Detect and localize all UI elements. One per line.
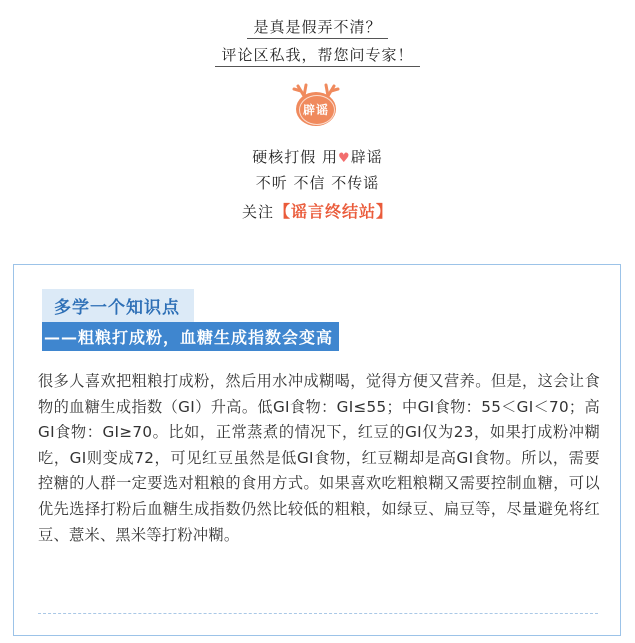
header-line-1-row (0, 16, 635, 39)
knowledge-card (13, 264, 621, 636)
header-line-2: 评论区私我，帮您问专家！ (215, 44, 419, 67)
badge-ring (299, 95, 335, 125)
antler-badge-icon (290, 80, 346, 130)
tagline-row-1 (0, 146, 635, 167)
header-line-1: 是真是假弄不清？ (247, 16, 387, 39)
follow-row (0, 199, 635, 222)
heart-icon: ♥ (338, 151, 351, 166)
brand-name[interactable]: 【谣言终结站】 (274, 202, 394, 221)
badge-label: 辟谣 (302, 102, 329, 117)
card-title: 多学一个知识点 (42, 289, 194, 322)
card-subtitle: ——粗粮打成粉，血糖生成指数会变高 (42, 322, 339, 351)
tagline-part-2: 辟谣 (350, 148, 383, 166)
tagline-row-2 (0, 172, 635, 193)
follow-prefix: 关注 (241, 203, 274, 221)
header-line-2-row (0, 44, 635, 67)
card-divider (38, 613, 598, 614)
tagline-line-2: 不听 不信 不传谣 (255, 174, 380, 192)
tagline-part-1: 硬核打假 用 (252, 148, 339, 166)
card-body-text: 很多人喜欢把粗粮打成粉，然后用水冲成糊喝，觉得方便又营养。但是，这会让食物的血糖生成指数（GI）升高。低GI食物：GI≤55；中GI食物：55＜GI＜70；高GI食物：GI≥70。比如，正常蒸煮的情况下，红豆的GI仅为23，如果打成粉冲糊吃，GI则变成72，可见红豆虽然是低GI食物，红豆糊却是高GI食物。所以，需要控糖的人群一定要选对粗粮的食用方式。如果喜欢吃粗粮糊又需要控制血糖，可以优先选择打粉后血糖生成指数仍然比较低的粗粮，如绿豆、扁豆等，尽量避免将红豆、薏米、黑米等打粉冲糊。 (38, 372, 600, 544)
